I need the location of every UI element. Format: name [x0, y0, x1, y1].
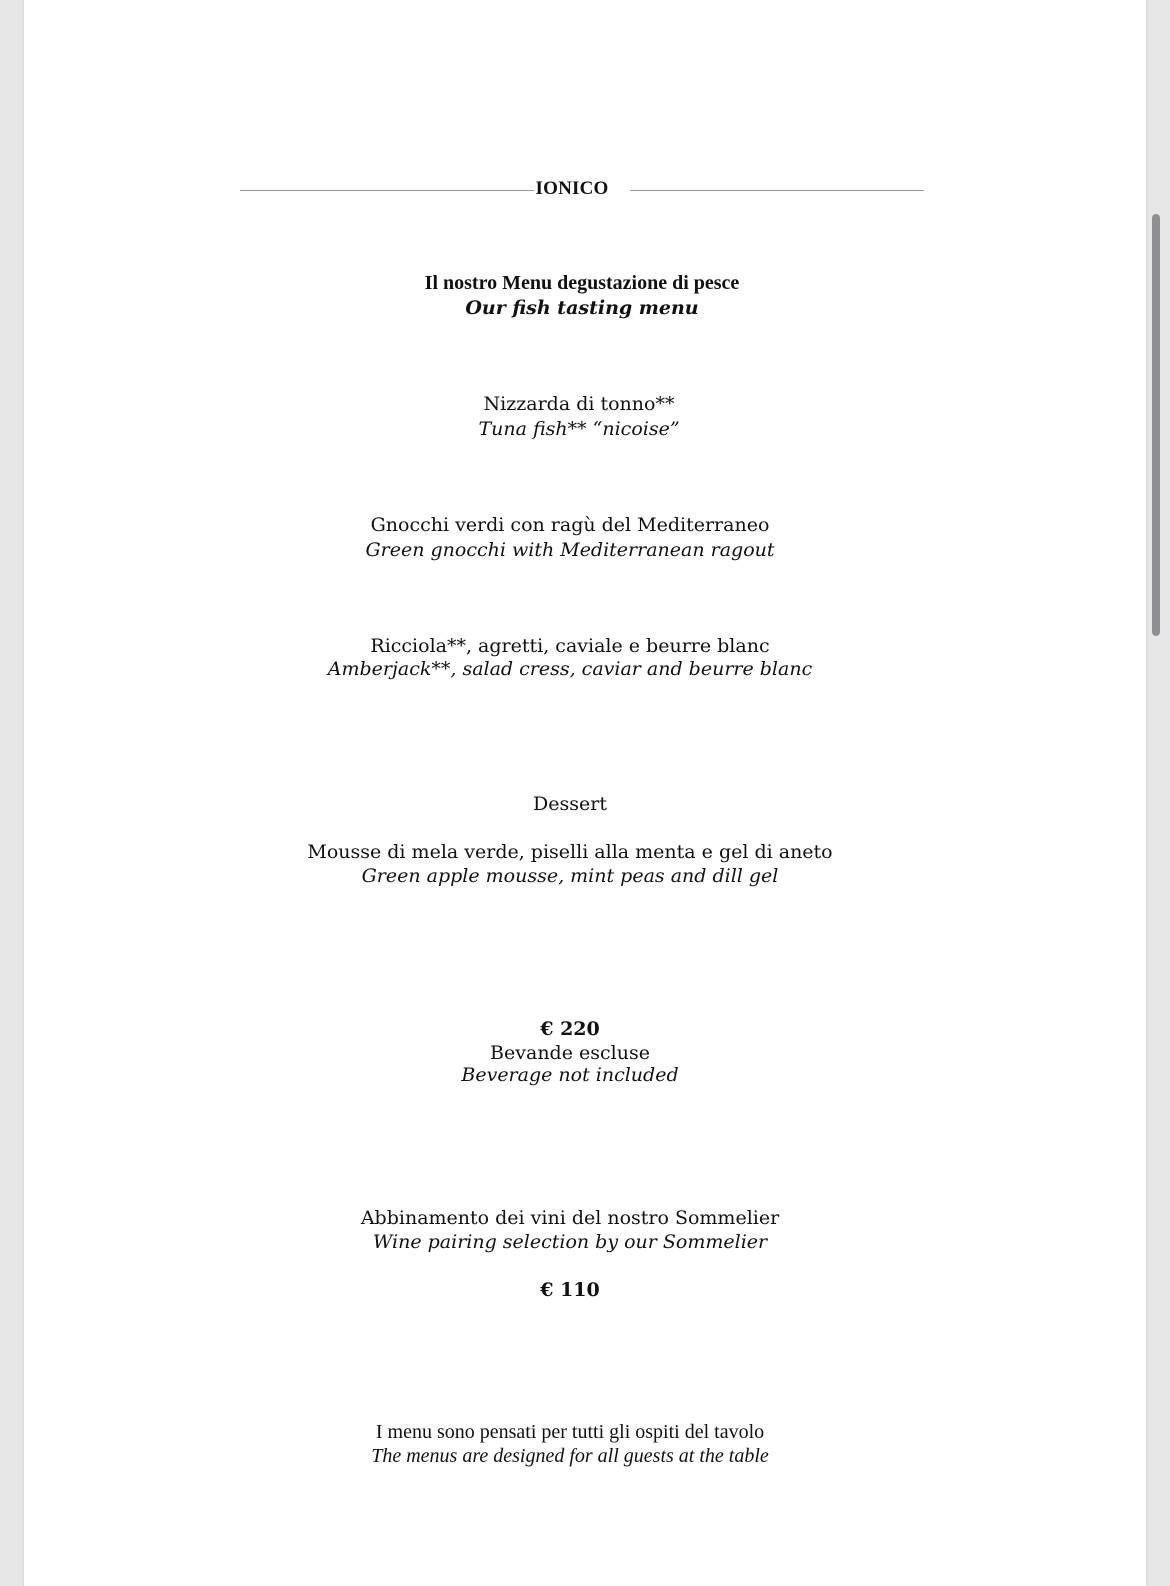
- intro-italian: Il nostro Menu degustazione di pesce: [424, 272, 740, 294]
- course-2-italian: Gnocchi verdi con ragù del Mediterraneo: [370, 514, 770, 536]
- wine-pairing-price: € 110: [540, 1279, 600, 1301]
- header-rule-right: [630, 190, 924, 191]
- menu-price: € 220: [540, 1018, 600, 1040]
- menu-page: [24, 0, 1146, 1586]
- menu-title: IONICO: [535, 178, 609, 199]
- footer-note-english: The menus are designed for all guests at the table: [371, 1445, 769, 1467]
- price-note-english: Beverage not included: [461, 1064, 679, 1086]
- intro-english: Our fish tasting menu: [465, 297, 699, 319]
- dessert-heading: Dessert: [533, 793, 607, 815]
- course-1-english: Tuna fish** “nicoise”: [478, 418, 680, 440]
- course-3-english: Amberjack**, salad cress, caviar and beurre blanc: [327, 658, 813, 680]
- dessert-english: Green apple mousse, mint peas and dill gel: [361, 865, 779, 887]
- dessert-italian: Mousse di mela verde, piselli alla menta e gel di aneto: [307, 841, 833, 863]
- price-note-italian: Bevande escluse: [490, 1042, 650, 1064]
- course-2-english: Green gnocchi with Mediterranean ragout: [365, 539, 775, 561]
- wine-pairing-italian: Abbinamento dei vini del nostro Sommelier: [360, 1207, 780, 1229]
- wine-pairing-english: Wine pairing selection by our Sommelier: [372, 1231, 768, 1253]
- footer-note-italian: I menu sono pensati per tutti gli ospiti del tavolo: [375, 1421, 765, 1443]
- course-1-italian: Nizzarda di tonno**: [483, 393, 675, 415]
- course-3-italian: Ricciola**, agretti, caviale e beurre blanc: [370, 635, 770, 657]
- vertical-scrollbar[interactable]: [1152, 214, 1160, 636]
